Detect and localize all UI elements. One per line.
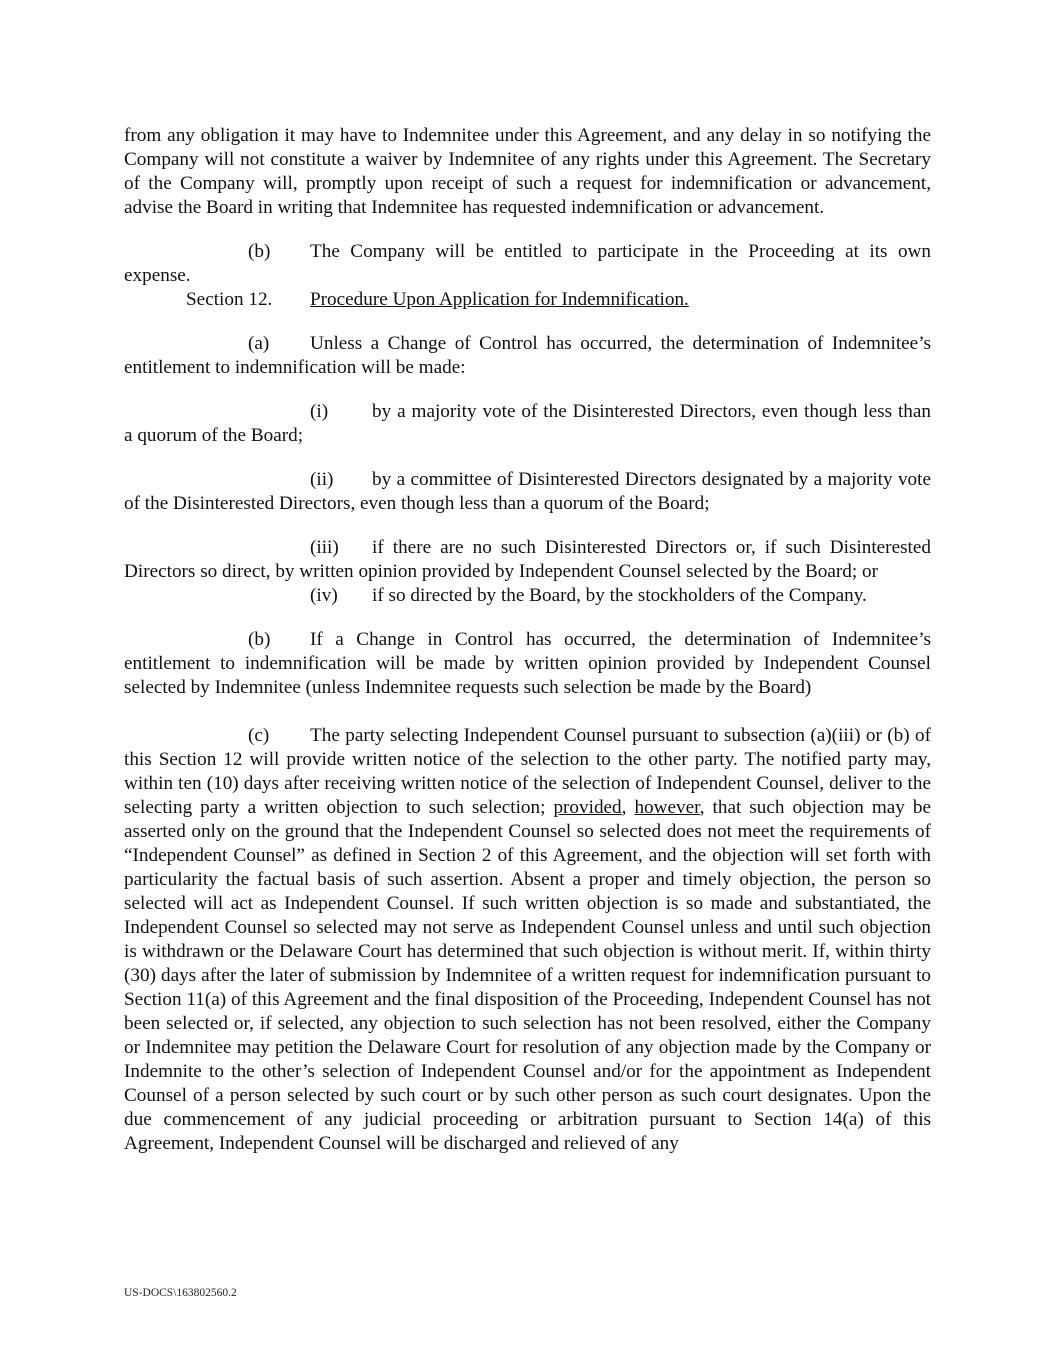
subsection-b-text: If a Change in Control has occurred, the determination of Indemnitee’s entitlement to indemnification will be made by written opinion provided by Independent Counsel selected by Indemnitee (unless Indemnitee requests such selection be made by the Board) (124, 629, 931, 698)
section-12-heading (124, 288, 931, 312)
subsection-c-text-2: , that such objection may be asserted only on the ground that the Independent Counsel so selected does not meet the requirements of “Independent Counsel” as defined in Section 2 of this Agreement, and the objection will set forth with particularity the factual basis of such assertion. Absent a proper and timely objection, the person so selected will act as Independent Counsel. If such written objection is so made and substantiated, the Independent Counsel so selected may not serve as Independent Counsel unless and until such objection is withdrawn or the Delaware Court has determined that such objection is without merit. If, within thirty (30) days after the later of submission by Indemnitee of a written request for indemnification pursuant to Section 11(a) of this Agreement and the final disposition of the Proceeding, Independent Counsel has not been selected or, if selected, any objection to such selection has not been resolved, either the Company or Indemnitee may petition the Delaware Court for resolution of any objection made by the Company or Indemnite to the other’s selection of Independent Counsel and/or for the appointment as Independent Counsel of a person selected by such court or by such other person as such court designates. Upon the due commencement of any judicial proceeding or arbitration pursuant to Section 14(a) of this Agreement, Independent Counsel will be discharged and relieved of any (124, 797, 931, 1154)
item-iv-text: if so directed by the Board, by the stockholders of the Company. (372, 585, 867, 606)
section-number: Section 12. (186, 289, 273, 310)
item-i-label: (i) (310, 401, 329, 422)
continuation-paragraph: from any obligation it may have to Indemnitee under this Agreement, and any delay in so notifying the Company will not constitute a waiver by Indemnitee of any rights under this Agreement. The Secretary of the Company will, promptly upon receipt of such a request for indemnification or advancement, advise the Board in writing that Indemnitee has requested indemnification or advancement. (124, 125, 931, 218)
subsection-c-text-1: The party selecting Independent Counsel pursuant to subsection (a)(iii) or (b) of this Section 12 will provide written notice of the selection to the other party. The notified party may, within ten (10) days after receiving written notice of the selection of Independent Counsel, deliver to the selecting party a written objection to such selection; (124, 725, 931, 818)
section-title: Procedure Upon Application for Indemnification. (310, 289, 689, 310)
footer-doc-id: US-DOCS\163802560.2 (124, 1287, 237, 1299)
item-ii-label: (ii) (310, 469, 334, 490)
item-iv-label: (iv) (310, 585, 338, 606)
item-iv (124, 584, 931, 608)
paragraph-b-label: (b) (248, 241, 271, 262)
paragraph-b-text: The Company will be entitled to participate in the Proceeding at its own expense. (124, 241, 931, 286)
item-ii (124, 468, 931, 516)
item-iii-label: (iii) (310, 537, 339, 558)
subsection-a (124, 332, 931, 380)
paragraph-b-participation (124, 240, 931, 288)
however-term: however (634, 797, 700, 818)
item-ii-text: by a committee of Disinterested Directors designated by a majority vote of the Disinterested Directors, even though less than a quorum of the Board; (124, 469, 931, 514)
subsection-c-label: (c) (248, 725, 270, 746)
item-i (124, 400, 931, 448)
subsection-a-text: Unless a Change of Control has occurred, the determination of Indemnitee’s entitlement to indemnification will be made: (124, 333, 931, 378)
subsection-b (124, 628, 931, 700)
provided-term: provided (553, 797, 622, 818)
subsection-a-label: (a) (248, 333, 270, 354)
item-iii-text: if there are no such Disinterested Directors or, if such Disinterested Directors so direct, by written opinion provided by Independent Counsel selected by the Board; or (124, 537, 931, 582)
item-iii (124, 536, 931, 584)
document-page (124, 124, 931, 1156)
provided-comma: , (621, 797, 635, 818)
item-i-text: by a majority vote of the Disinterested Directors, even though less than a quorum of the Board; (124, 401, 931, 446)
subsection-c (124, 724, 931, 1156)
subsection-b-label: (b) (248, 629, 271, 650)
